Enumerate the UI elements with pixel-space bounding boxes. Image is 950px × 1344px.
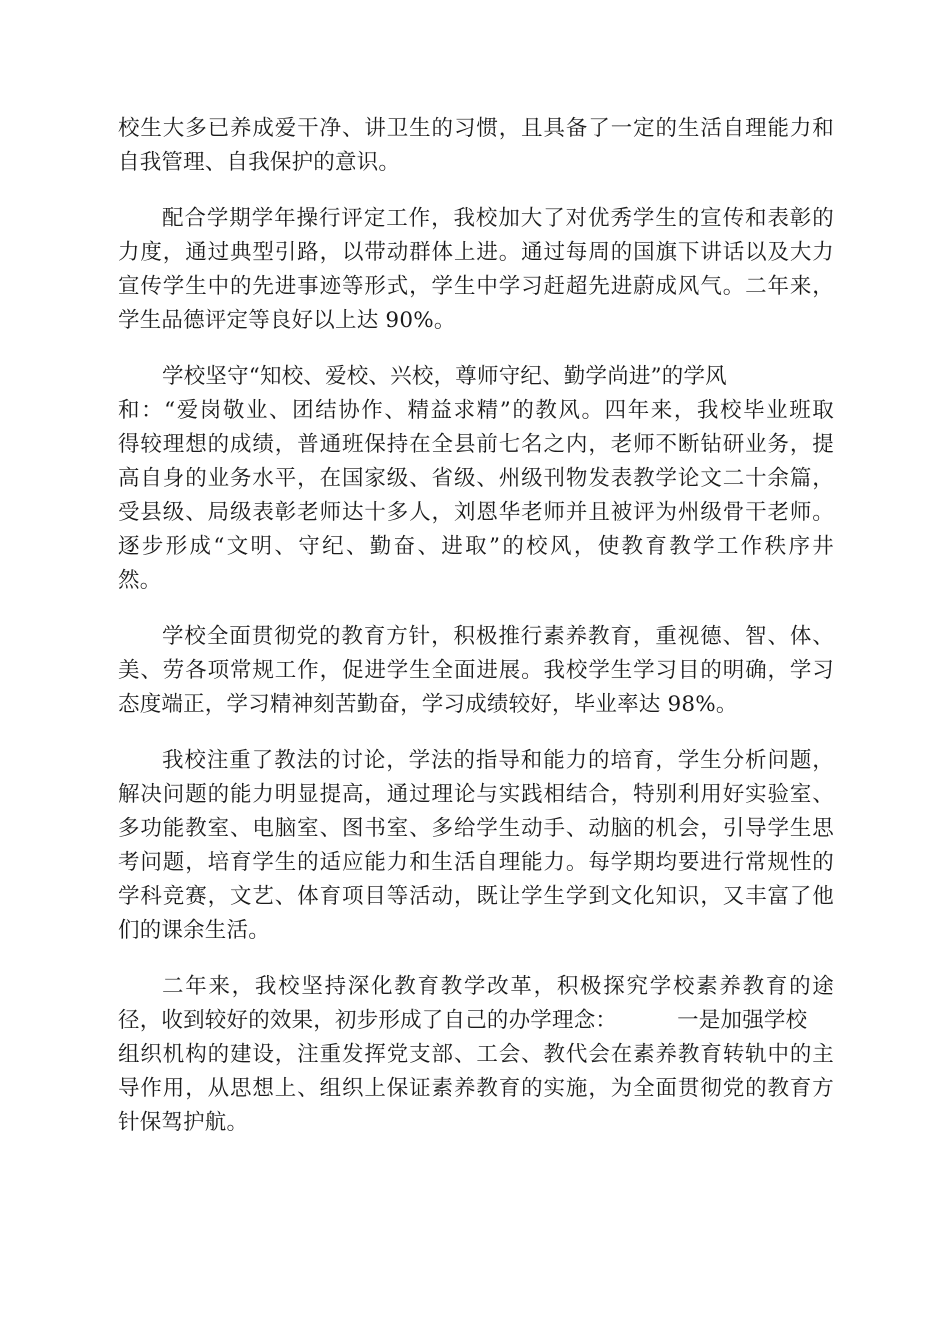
- text-line: 组织机构的建设，注重发挥党支部、工会、教代会在素养教育转轨中的主: [118, 1042, 834, 1067]
- paragraph-6: [118, 970, 834, 1140]
- text-line: 多功能教室、电脑室、图书室、多给学生动手、动脑的机会，引导学生思: [118, 816, 834, 841]
- text-line: 自我管理、自我保护的意识。: [118, 150, 401, 175]
- text-line: 力度，通过典型引路，以带动群体上进。通过每周的国旗下讲话以及大力: [118, 240, 834, 265]
- text-line: 受县级、局级表彰老师达十多人，刘恩华老师并且被评为州级骨干老师。: [118, 500, 834, 525]
- text-line: 学科竞赛，文艺、体育项目等活动，既让学生学到文化知识，又丰富了他: [118, 884, 834, 909]
- text-line: 导作用，从思想上、组织上保证素养教育的实施，为全面贯彻党的教育方: [118, 1076, 834, 1101]
- text-line: 宣传学生中的先进事迹等形式，学生中学习赶超先进蔚成风气。二年来，: [118, 274, 834, 299]
- text-line: 得较理想的成绩，普通班保持在全县前七名之内，老师不断钻研业务，提: [118, 432, 834, 457]
- text-line: 美、劳各项常规工作，促进学生全面进展。我校学生学习目的明确，学习: [118, 658, 834, 683]
- text-line: 配合学期学年操行评定工作，我校加大了对优秀学生的宣传和表彰的: [162, 206, 834, 231]
- text-line: 二年来，我校坚持深化教育教学改革，积极探究学校素养教育的途: [162, 974, 834, 999]
- text-line: 态度端正，学习精神刻苦勤奋，学习成绩较好，毕业率达 98%。: [118, 692, 738, 717]
- text-line: 学校全面贯彻党的教育方针，积极推行素养教育，重视德、智、体、: [162, 624, 834, 649]
- text-line: 们的课余生活。: [118, 918, 270, 943]
- text-line: 逐步形成“文明、守纪、勤奋、进取”的校风，使教育教学工作秩序井: [118, 534, 834, 559]
- text-line: 学生品德评定等良好以上达 90%。: [118, 308, 456, 333]
- paragraph-3: [118, 360, 834, 598]
- text-line: 学校坚守“知校、爱校、兴校，尊师守纪、勤学尚进”的学风: [162, 364, 727, 389]
- text-line: 解决问题的能力明显提高，通过理论与实践相结合，特别利用好实验室、: [118, 782, 834, 807]
- text-line-tail: 一是加强学校: [677, 1008, 808, 1033]
- text-line: 和：“爱岗敬业、团结协作、精益求精”的教风。四年来，我校毕业班取: [118, 398, 834, 423]
- paragraph-1: [118, 112, 834, 180]
- text-line: [118, 1004, 834, 1038]
- text-line: 考问题，培育学生的适应能力和生活自理能力。每学期均要进行常规性的: [118, 850, 834, 875]
- paragraph-4: [118, 620, 834, 722]
- text-line: 校生大多已养成爱干净、讲卫生的习惯，且具备了一定的生活自理能力和: [118, 116, 834, 141]
- paragraph-2: [118, 202, 834, 338]
- text-line-segment: 径，收到较好的效果，初步形成了自己的办学理念：: [118, 1008, 618, 1033]
- text-line: 高自身的业务水平，在国家级、省级、州级刊物发表教学论文二十余篇，: [118, 466, 834, 491]
- text-line: 针保驾护航。: [118, 1110, 249, 1135]
- text-line: 然。: [118, 568, 162, 593]
- text-line: 我校注重了教法的讨论，学法的指导和能力的培育，学生分析问题，: [162, 748, 834, 773]
- document-body: [118, 112, 834, 1162]
- paragraph-5: [118, 744, 834, 948]
